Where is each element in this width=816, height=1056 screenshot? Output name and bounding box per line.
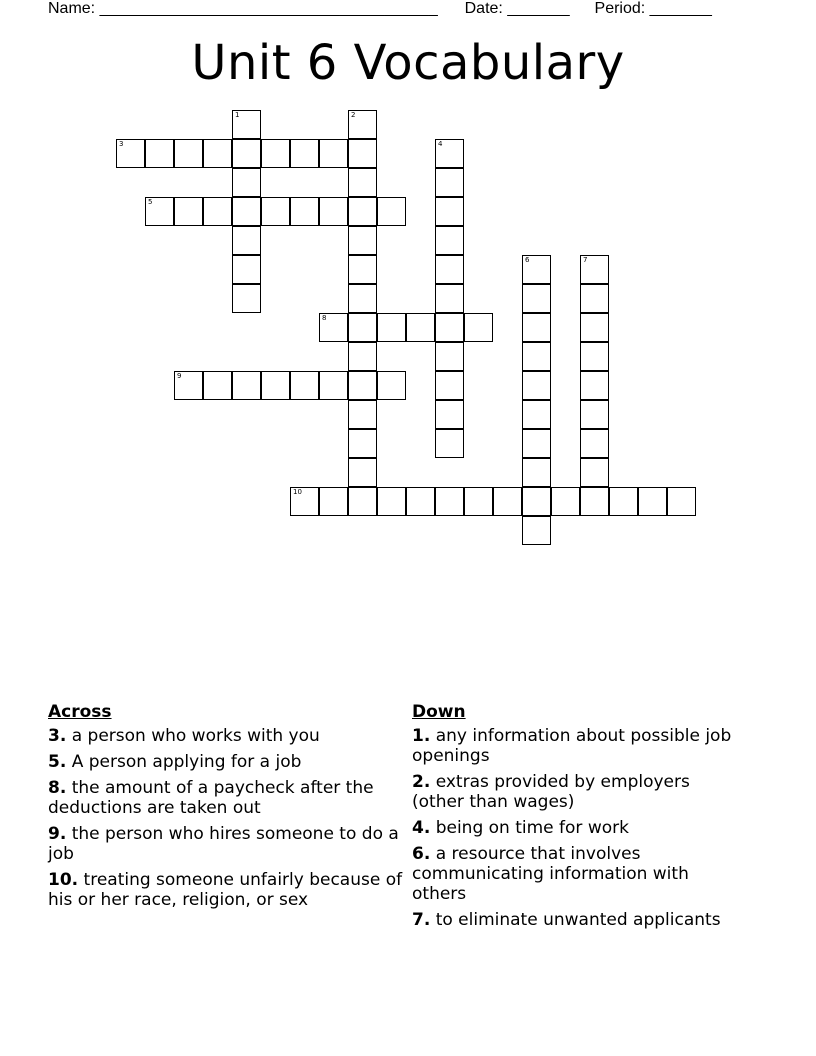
clue-number-label: 4: [438, 140, 443, 148]
crossword-cell[interactable]: [464, 313, 493, 342]
crossword-cell[interactable]: [609, 487, 638, 516]
clue-text: the amount of a paycheck after the deductions are taken out: [48, 778, 374, 818]
crossword-cell[interactable]: [377, 371, 406, 400]
crossword-cell[interactable]: [261, 139, 290, 168]
clue-number-label: 1: [235, 111, 240, 119]
crossword-cell[interactable]: [232, 139, 261, 168]
clue-number: 8.: [48, 778, 67, 798]
crossword-cell[interactable]: [435, 313, 464, 342]
crossword-cell[interactable]: [377, 487, 406, 516]
crossword-cell[interactable]: [348, 487, 377, 516]
crossword-cell[interactable]: [580, 255, 609, 284]
crossword-cell[interactable]: [319, 371, 348, 400]
crossword-cell[interactable]: [232, 197, 261, 226]
crossword-cell[interactable]: [580, 313, 609, 342]
crossword-cell[interactable]: [435, 400, 464, 429]
crossword-cell[interactable]: [203, 139, 232, 168]
crossword-cell[interactable]: [145, 197, 174, 226]
crossword-cell[interactable]: [232, 168, 261, 197]
clue-text: A person applying for a job: [71, 752, 302, 772]
crossword-cell[interactable]: [348, 226, 377, 255]
crossword-cell[interactable]: [522, 284, 551, 313]
crossword-cell[interactable]: [203, 197, 232, 226]
crossword-cell[interactable]: [580, 371, 609, 400]
crossword-cell[interactable]: [638, 487, 667, 516]
across-clue: [48, 726, 410, 746]
crossword-cell[interactable]: [435, 226, 464, 255]
clue-text: the person who hires someone to do a job: [48, 824, 399, 864]
crossword-cell[interactable]: [348, 458, 377, 487]
clue-text: being on time for work: [435, 818, 629, 838]
clue-text: to eliminate unwanted applicants: [435, 910, 721, 930]
crossword-cell[interactable]: [522, 255, 551, 284]
clue-number-label: 7: [583, 256, 588, 264]
crossword-cell[interactable]: [348, 255, 377, 284]
crossword-cell[interactable]: [232, 284, 261, 313]
crossword-cell[interactable]: [290, 371, 319, 400]
crossword-cell[interactable]: [522, 429, 551, 458]
crossword-cell[interactable]: [290, 487, 319, 516]
crossword-cell[interactable]: [145, 139, 174, 168]
crossword-cell[interactable]: [232, 226, 261, 255]
crossword-cell[interactable]: [174, 139, 203, 168]
crossword-cell[interactable]: [348, 139, 377, 168]
clue-number: 3.: [48, 726, 67, 746]
crossword-cell[interactable]: [348, 371, 377, 400]
crossword-cell[interactable]: [667, 487, 696, 516]
crossword-cell[interactable]: [435, 342, 464, 371]
crossword-cell[interactable]: [406, 487, 435, 516]
crossword-cell[interactable]: [174, 371, 203, 400]
crossword-cell[interactable]: [406, 313, 435, 342]
crossword-cell[interactable]: [290, 197, 319, 226]
clue-number: 7.: [412, 910, 431, 930]
crossword-cell[interactable]: [580, 284, 609, 313]
down-clue: [412, 844, 742, 904]
crossword-cell[interactable]: [348, 342, 377, 371]
crossword-cell[interactable]: [435, 168, 464, 197]
crossword-cell[interactable]: [232, 255, 261, 284]
period-field[interactable]: Period: _______: [594, 0, 712, 17]
crossword-cell[interactable]: [580, 487, 609, 516]
clue-number-label: 9: [177, 372, 182, 380]
clue-text: any information about possible job openings: [412, 726, 732, 766]
clue-number-label: 5: [148, 198, 153, 206]
crossword-cell[interactable]: [493, 487, 522, 516]
crossword-cell[interactable]: [377, 313, 406, 342]
clue-number-label: 6: [525, 256, 530, 264]
crossword-cell[interactable]: [522, 371, 551, 400]
crossword-cell[interactable]: [522, 516, 551, 545]
crossword-cell[interactable]: [551, 487, 580, 516]
down-heading: Down: [412, 702, 466, 722]
crossword-cell[interactable]: [522, 342, 551, 371]
across-clue: [48, 752, 410, 772]
crossword-cell[interactable]: [348, 284, 377, 313]
crossword-cell[interactable]: [464, 487, 493, 516]
crossword-cell[interactable]: [319, 487, 348, 516]
clue-number: 6.: [412, 844, 431, 864]
crossword-cell[interactable]: [232, 371, 261, 400]
crossword-cell[interactable]: [203, 371, 232, 400]
crossword-cell[interactable]: [261, 197, 290, 226]
date-field[interactable]: Date: _______: [464, 0, 570, 17]
down-clue: [412, 772, 742, 812]
down-clues: [412, 702, 742, 936]
clue-number-label: 2: [351, 111, 356, 119]
crossword-cell[interactable]: [580, 400, 609, 429]
crossword-cell[interactable]: [580, 342, 609, 371]
crossword-cell[interactable]: [580, 429, 609, 458]
crossword-cell[interactable]: [522, 458, 551, 487]
across-clue: [48, 824, 410, 864]
down-clue: [412, 726, 742, 766]
crossword-cell[interactable]: [348, 400, 377, 429]
clue-number: 10.: [48, 870, 79, 890]
clue-text: a person who works with you: [71, 726, 320, 746]
crossword-cell[interactable]: [435, 487, 464, 516]
crossword-cell[interactable]: [319, 313, 348, 342]
crossword-cell[interactable]: [377, 197, 406, 226]
crossword-cell[interactable]: [348, 168, 377, 197]
page-title: Unit 6 Vocabulary: [191, 35, 625, 91]
crossword-cell[interactable]: [435, 139, 464, 168]
across-clue: [48, 778, 410, 818]
clue-number: 2.: [412, 772, 431, 792]
crossword-cell[interactable]: [319, 139, 348, 168]
down-clue: [412, 818, 742, 838]
crossword-cell[interactable]: [522, 400, 551, 429]
crossword-cell[interactable]: [522, 487, 551, 516]
clue-text: treating someone unfairly because of his or her race, religion, or sex: [48, 870, 403, 910]
crossword-cell[interactable]: [435, 429, 464, 458]
crossword-cell[interactable]: [348, 197, 377, 226]
clue-number-label: 10: [293, 488, 302, 496]
name-field[interactable]: Name: ______________________________________: [48, 0, 438, 17]
crossword-cell[interactable]: [348, 110, 377, 139]
crossword-cell[interactable]: [116, 139, 145, 168]
crossword-cell[interactable]: [261, 371, 290, 400]
clue-number: 4.: [412, 818, 431, 838]
crossword-cell[interactable]: [435, 284, 464, 313]
crossword-cell[interactable]: [290, 139, 319, 168]
clue-number-label: 8: [322, 314, 327, 322]
down-clue: [412, 910, 742, 930]
crossword-cell[interactable]: [435, 255, 464, 284]
clue-number: 9.: [48, 824, 67, 844]
across-clues: [48, 702, 410, 916]
across-clue: [48, 870, 410, 910]
crossword-cell[interactable]: [348, 313, 377, 342]
clue-number-label: 3: [119, 140, 124, 148]
crossword-cell[interactable]: [435, 371, 464, 400]
crossword-cell[interactable]: [174, 197, 203, 226]
clue-text: extras provided by employers (other than wages): [412, 772, 690, 812]
crossword-cell[interactable]: [522, 313, 551, 342]
crossword-cell[interactable]: [435, 197, 464, 226]
crossword-cell[interactable]: [319, 197, 348, 226]
clue-text: a resource that involves communicating information with others: [412, 844, 689, 904]
crossword-cell[interactable]: [580, 458, 609, 487]
clue-number: 5.: [48, 752, 67, 772]
crossword-cell[interactable]: [348, 429, 377, 458]
across-heading: Across: [48, 702, 112, 722]
crossword-cell[interactable]: [232, 110, 261, 139]
clue-number: 1.: [412, 726, 431, 746]
